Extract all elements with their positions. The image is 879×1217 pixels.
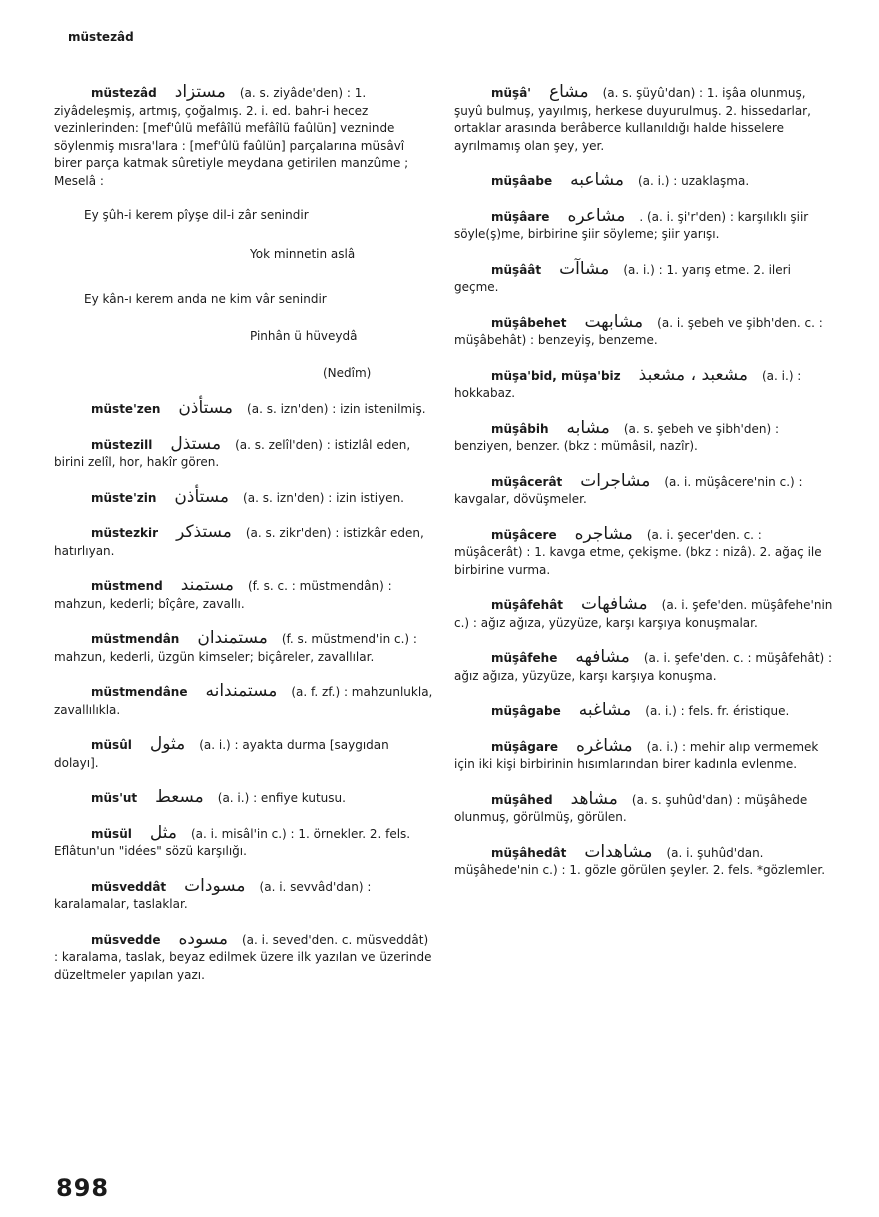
dictionary-entry [54,400,434,419]
headword: müşâbehet [491,315,567,330]
verse-line: Yok minnetin aslâ [250,247,356,261]
definition: (a. i.) : 1. yarış etme. 2. ileri geçme. [454,262,791,294]
headword: müşâfehât [491,598,564,612]
definition: (a. s. izn'den) : izin istiyen. [243,490,404,505]
dictionary-entry [454,470,834,509]
arabic-script: مشاع [548,82,589,102]
arabic-script: مستذكر [176,522,232,542]
definition: (a. s. zikr'den) : istizkâr eden, hatırlıyan. [54,526,424,558]
dictionary-entry [54,928,434,985]
definition: (a. i. şuhûd'dan. müşâhede'nin c.) : 1. gözle görülen şeyler. 2. fels. *gözlemler. [454,845,826,877]
definition: (a. i. şefe'den. müşâfehe'nin c.) : ağız ağıza, yüzyüze, karşı karşıya konuşmalar. [454,598,833,630]
dictionary-entry [54,84,434,190]
headword: müs'ut [91,791,138,805]
definition: (a. s. şüyû'dan) : 1. işâa olunmuş, şuyû bulmuş, yayılmış, herkese duyurulmuş. 2. hissedarlar, ortaklar arasında berâberce kullanıldığı halde hisselere ayrılmamış olan şey, yer. [454,86,811,153]
dictionary-entry [54,789,434,808]
arabic-script: مستزاد [174,82,226,102]
arabic-script: مسعط [155,787,204,807]
dictionary-entry [454,84,834,155]
headword: müsül [91,826,132,841]
definition: (a. i.) : enfiye kutusu. [217,791,346,805]
dictionary-entry [54,736,434,772]
headword: müşâare [491,209,550,224]
definition: (a. s. ziyâde'den) : 1. ziyâdeleşmiş, artmış, çoğalmış. 2. i. ed. bahr-i hecez vezinlerinden: [mef'ûlü mefâîlü mefâîlü faûlün] vezninde söylenmiş mısra'lara : [mef'ûlü faûlün] parçalarına müsâvî birer parça katmak sûretiyle meydana getirilen manzûme ; Meselâ : [54,86,409,188]
dictionary-entry [454,841,834,880]
arabic-script: مسودات [184,875,246,896]
dictionary-entry [54,683,434,719]
arabic-script: مشافهات [581,594,648,614]
headword: müşâ' [491,86,531,100]
definition: (f. s. c. : müstmendân) : mahzun, kederli; bîçâre, zavallı. [54,579,392,611]
page-number: 898 [56,1174,110,1202]
definition: (a. i. şefe'den. c. : müşâfehât) : ağız ağıza, yüzyüze, karşı karşıya konuşma. [454,651,833,683]
arabic-script: مشابهت [584,311,644,332]
dictionary-entry [454,702,834,721]
dictionary-entry [54,875,434,914]
verse-block [54,207,434,382]
headword: müşâcere [491,527,557,542]
definition: (a. f. zf.) : mahzunlukla, zavallılıkla. [54,685,433,717]
arabic-script: مشاجرات [580,470,651,491]
arabic-script: مشاآت [559,258,610,279]
dictionary-entry [454,172,834,191]
headword: müstmendâne [91,685,188,699]
arabic-script: مشاهد [570,788,618,809]
arabic-script: مشاغبه [578,700,632,720]
arabic-script: مشابه [566,417,610,438]
dictionary-entry [454,596,834,632]
arabic-script: مثول [149,734,186,754]
headword: müstezill [91,437,153,452]
headword: müste'zin [91,490,157,505]
dictionary-entry [454,364,834,403]
arabic-script: مستأذن [174,486,230,507]
arabic-script: مستأذن [178,398,234,418]
dictionary-entry [454,258,834,297]
definition: (a. i.) : uzaklaşma. [637,174,750,188]
arabic-script: مشاغره [576,735,633,756]
definition: (a. i. müşâcere'nin c.) : kavgalar, dövüşmeler. [454,474,803,506]
headword: müstmendân [91,632,180,646]
headword: müstmend [91,579,163,593]
verse-line: Pinhân ü hüveydâ [250,329,358,343]
dictionary-entry [54,486,434,508]
headword: müşâhed [491,792,553,807]
dictionary-entry [454,735,834,774]
definition: (f. s. müstmend'in c.) : mahzun, kederli, üzgün kimseler; biçâreler, zavallılar. [54,632,417,664]
verse-line: (Nedîm) [323,366,372,380]
arabic-script: مسوده [178,928,228,949]
arabic-script: مشاجره [574,523,633,544]
definition: (a. i.) : ayakta durma [saygıdan dolayı]. [54,738,389,770]
page-header: müstezâd [68,30,134,44]
verse-line: Ey şûh-i kerem pîyşe dil-i zâr senindir [84,208,309,222]
arabic-script: مستذل [170,433,222,454]
dictionary-entry [54,577,434,613]
definition: (a. i. şecer'den. c. : müşâcerât) : 1. kavga etme, çekişme. (bkz : nizâ). 2. ağaç ile birbirine vurma. [454,527,822,577]
arabic-script: مستمندان [197,628,268,648]
headword: müsveddât [91,879,167,894]
headword: müsvedde [91,932,161,947]
definition: (a. s. şebeh ve şibh'den) : benziyen, benzer. (bkz : mümâsil, nazîr). [454,421,779,453]
headword: müşâgabe [491,704,561,718]
arabic-script: مثل [149,822,177,843]
dictionary-entry [454,417,834,456]
definition: (a. i. seved'den. c. müsveddât) : karalama, taslak, beyaz edilmek üzere ilk yazılan ve üzerinde düzeltmeler yapılan yazı. [54,932,432,982]
dictionary-entry [54,524,434,560]
arabic-script: مشاعبه [570,170,624,190]
dictionary-entry [454,311,834,350]
headword: müste'zen [91,402,161,416]
dictionary-entry [54,433,434,472]
dictionary-entry [54,822,434,861]
headword: müsûl [91,738,132,752]
headword: müstezkir [91,526,159,540]
headword: müstezâd [91,86,157,100]
dictionary-entry [454,788,834,827]
arabic-script: مشعبد ، مشعبذ [638,364,748,385]
definition: (a. s. şuhûd'dan) : müşâhede olunmuş, görülmüş, görülen. [454,792,808,824]
definition: (a. i.) : hokkabaz. [454,368,802,400]
headword: müşâhedât [491,845,567,860]
arabic-script: مستمند [180,575,234,595]
headword: müşâât [491,262,542,277]
arabic-script: مشافهه [575,647,630,667]
headword: müşa'bid, müşa'biz [491,368,621,383]
dictionary-entry [454,523,834,580]
headword: müşâfehe [491,651,558,665]
arabic-script: مشاهدات [584,841,653,862]
headword: müşâabe [491,174,553,188]
definition: (a. s. izn'den) : izin istenilmiş. [247,402,426,416]
headword: müşâbih [491,421,549,436]
dictionary-entry [54,630,434,666]
definition: (a. s. zelîl'den) : istizlâl eden, birini zelîl, hor, hakîr gören. [54,437,411,469]
definition: (a. i. şebeh ve şibh'den. c. : müşâbehât) : benzeyiş, benzeme. [454,315,823,347]
headword: müşâgare [491,739,559,754]
dictionary-entry [454,205,834,244]
definition: (a. i.) : fels. fr. éristique. [645,704,790,718]
headword: müşâcerât [491,474,563,489]
right-column [454,84,834,897]
definition: . (a. i. şi'r'den) : karşılıklı şiir söyle(ş)me, birbirine şiir söyleme; şiir yarışı. [454,209,809,241]
arabic-script: مشاعره [567,205,626,226]
definition: (a. i. sevvâd'dan) : karalamalar, taslaklar. [54,879,372,911]
arabic-script: مستمندانه [205,681,278,701]
definition: (a. i.) : mehir alıp vermemek için iki kişi birbirinin hısımlarından birer kadınla evlenme. [454,739,819,771]
definition: (a. i. misâl'in c.) : 1. örnekler. 2. fels. Eflâtun'un "idées" sözü karşılığı. [54,826,411,858]
dictionary-entry [454,649,834,685]
verse-line: Ey kân-ı kerem anda ne kim vâr senindir [84,292,327,306]
left-column [54,84,434,1001]
